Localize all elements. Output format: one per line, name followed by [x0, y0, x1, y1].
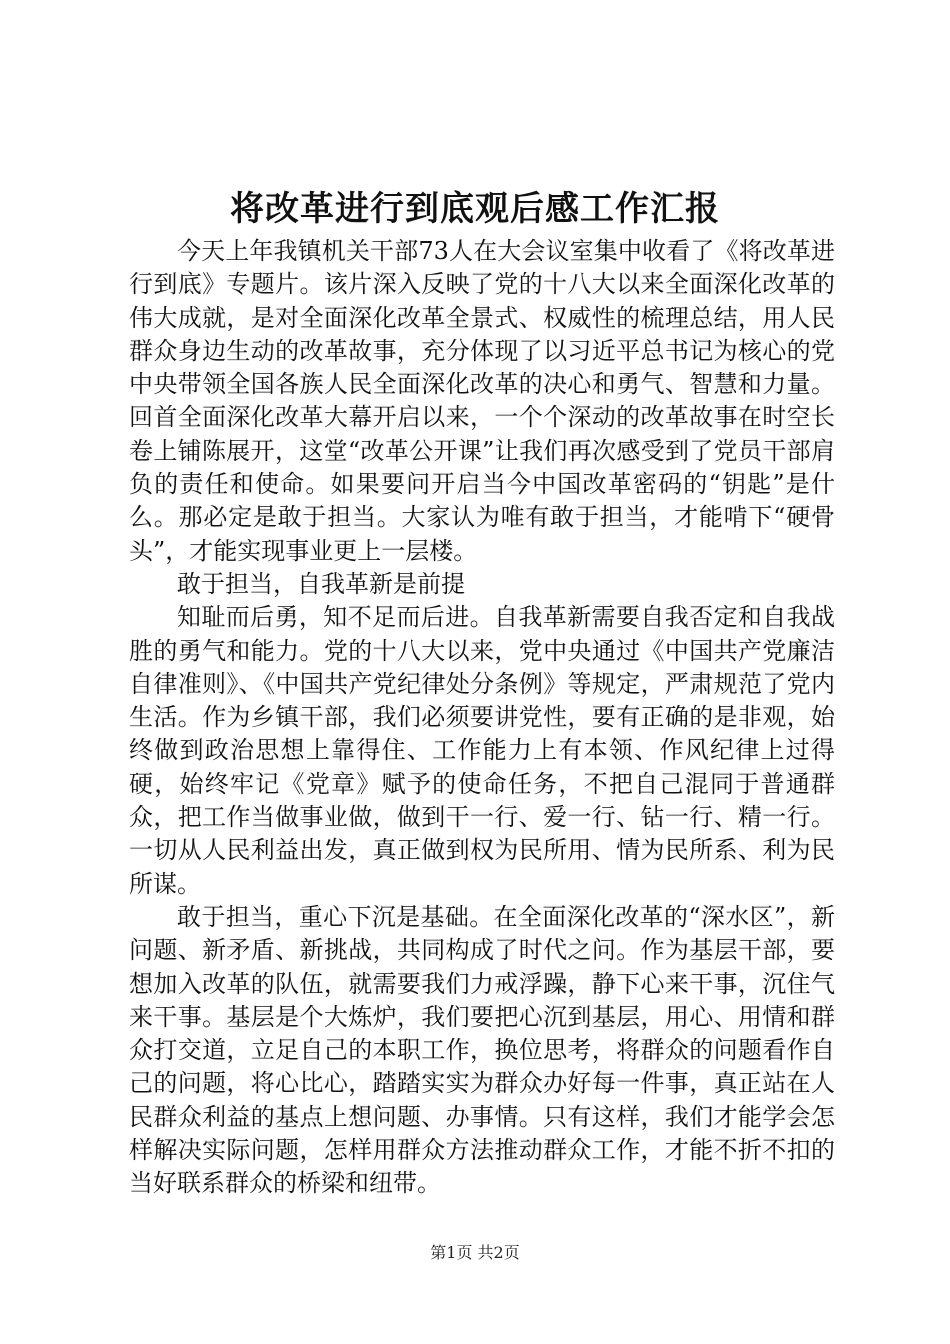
page-footer: 第1页 共2页	[430, 1243, 520, 1262]
paragraph-grassroots: 敢于担当，重心下沉是基础。在全面深化改革的“深水区”，新问题、新矛盾、新挑战，共同构成了时代之问。作为基层干部，要想加入改革的队伍，就需要我们力戒浮躁，静下心来干事，沉住气来干事。基层是个大炼炉，我们要把心沉到基层，用心、用情和群众打交道，立足自己的本职工作，换位思考，将群众的问题看作自己的问题，将心比心，踏踏实实为群众办好每一件事，真正站在人民群众利益的基点上想问题、办事情。只有这样，我们才能学会怎样解决实际问题，怎样用群众方法推动群众工作，才能不折不扣的当好联系群众的桥梁和纽带。	[129, 902, 835, 1198]
document-body	[129, 235, 835, 1201]
paragraph-subheading: 敢于担当，自我革新是前提	[177, 569, 465, 598]
document-title: 将改革进行到底观后感工作汇报	[230, 189, 720, 229]
paragraph-intro: 今天上年我镇机关干部73人在大会议室集中收看了《将改革进行到底》专题片。该片深入反映了党的十八大以来全面深化改革的伟大成就，是对全面深化改革全景式、权威性的梳理总结，用人民群众身边生动的改革故事，充分体现了以习近平总书记为核心的党中央带领全国各族人民全面深化改革的决心和勇气、智慧和力量。回首全面深化改革大幕开启以来，一个个深动的改革故事在时空长卷上铺陈展开，这堂“改革公开课”让我们再次感受到了党员干部肩负的责任和使命。如果要问开启当今中国改革密码的“钥匙”是什么。那必定是敢于担当。大家认为唯有敢于担当，才能啃下“硬骨头”，才能实现事业更上一层楼。	[129, 237, 835, 565]
paragraph-self-reform: 知耻而后勇，知不足而后进。自我革新需要自我否定和自我战胜的勇气和能力。党的十八大以来，党中央通过《中国共产党廉洁自律准则》、《中国共产党纪律处分条例》等规定，严肃规范了党内生活。作为乡镇干部，我们必须要讲党性，要有正确的是非观，始终做到政治思想上靠得住、工作能力上有本领、作风纪律上过得硬，始终牢记《党章》赋予的使命任务，不把自己混同于普通群众，把工作当做事业做，做到干一行、爱一行、钻一行、精一行。一切从人民利益出发，真正做到权为民所用、情为民所系、利为民所谋。	[129, 603, 835, 898]
